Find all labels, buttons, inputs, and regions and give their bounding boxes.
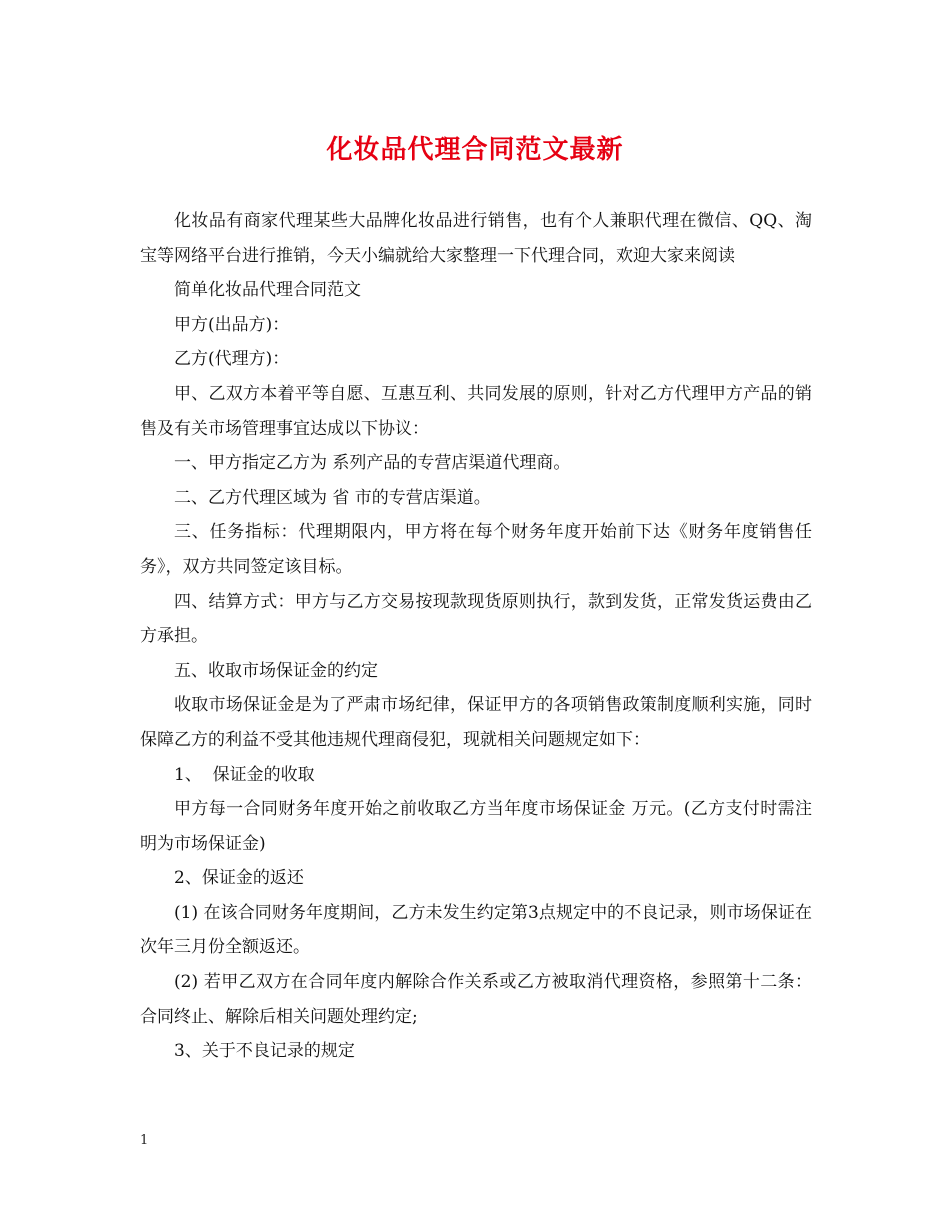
clause-5-intro: 收取市场保证金是为了严肃市场纪律，保证甲方的各项销售政策制度顺利实施，同时保障乙方的利益不受其他违规代理商侵犯，现就相关问题规定如下： — [140, 695, 812, 750]
subclause-1-text: 甲方每一合同财务年度开始之前收取乙方当年度市场保证金 万元。(乙方支付时需注明为市场保证金) — [140, 799, 812, 854]
clause-1: 一、甲方指定乙方为 系列产品的专营店渠道代理商。 — [174, 453, 571, 474]
preamble-paragraph: 甲、乙双方本着平等自愿、互惠互利、共同发展的原则，针对乙方代理甲方产品的销售及有关市场管理事宜达成以下协议： — [140, 383, 812, 439]
clause-5-heading: 五、收取市场保证金的约定 — [174, 660, 378, 681]
page-number: 1 — [140, 1133, 149, 1148]
subclause-2-item-2: (2) 若甲乙双方在合同年度内解除合作关系或乙方被取消代理资格，参照第十二条：合同终止、解除后相关问题处理约定; — [140, 972, 812, 1027]
clause-3: 三、任务指标：代理期限内，甲方将在每个财务年度开始前下达《财务年度销售任务》，双方共同签定该目标。 — [140, 522, 812, 577]
subclause-2-item-1: (1) 在该合同财务年度期间，乙方未发生约定第3点规定中的不良记录，则市场保证在次年三月份全额返还。 — [140, 902, 812, 958]
subclause-3-heading: 3、关于不良记录的规定 — [174, 1041, 355, 1062]
subclause-1-heading: 1、 保证金的收取 — [174, 764, 315, 785]
clause-2: 二、乙方代理区域为 省 市的专营店渠道。 — [174, 487, 491, 508]
contract-heading: 简单化妆品代理合同范文 — [174, 280, 361, 301]
subclause-2-heading: 2、保证金的返还 — [174, 868, 304, 889]
party-b-line: 乙方(代理方)： — [174, 349, 290, 370]
document-title: 化妆品代理合同范文最新 — [326, 135, 624, 165]
intro-paragraph: 化妆品有商家代理某些大品牌化妆品进行销售，也有个人兼职代理在微信、QQ、淘宝等网络平台进行推销，今天小编就给大家整理一下代理合同，欢迎大家来阅读 — [140, 211, 812, 266]
document-body — [140, 204, 812, 1069]
clause-4: 四、结算方式：甲方与乙方交易按现款现货原则执行，款到发货，正常发货运费由乙方承担。 — [140, 591, 812, 647]
party-a-line: 甲方(出品方)： — [174, 314, 290, 335]
